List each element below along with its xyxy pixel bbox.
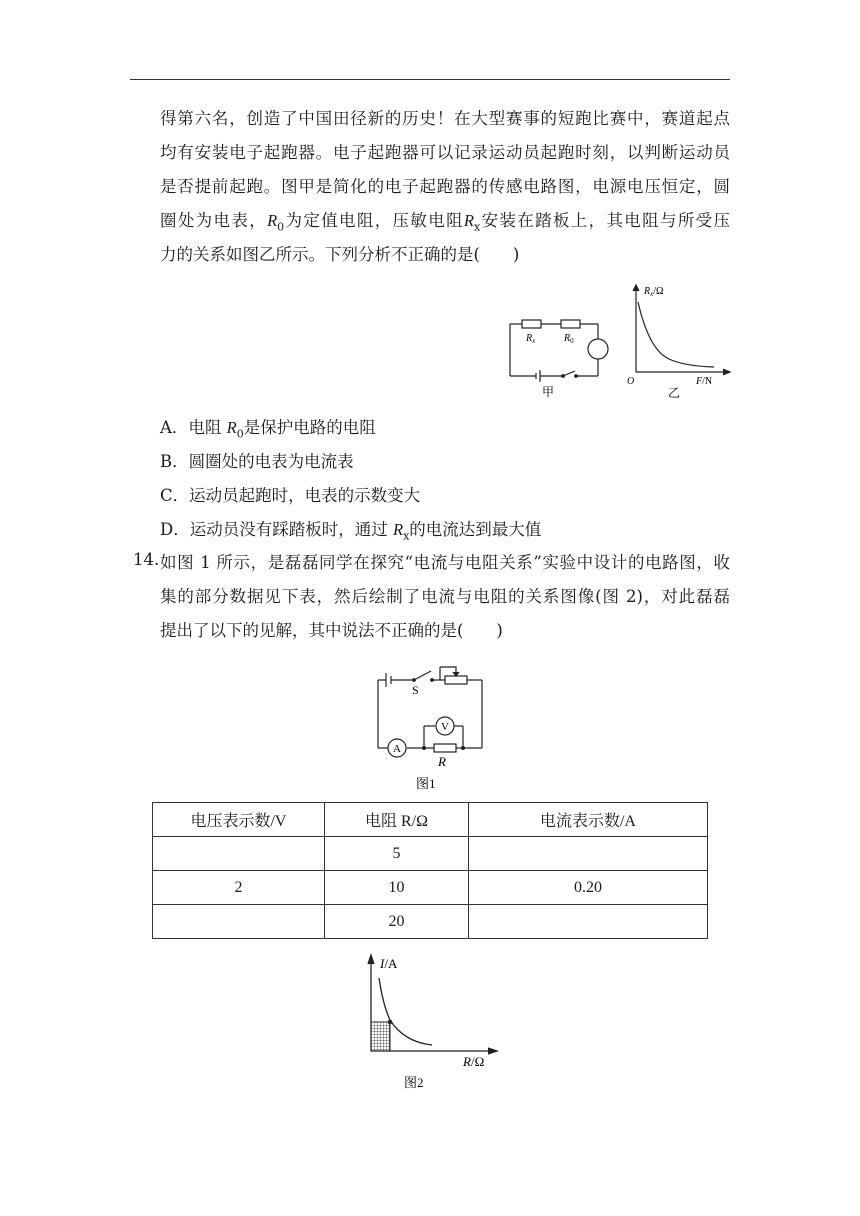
resistor-rx <box>522 320 541 328</box>
rx-curve <box>638 302 714 367</box>
data-table <box>152 802 708 939</box>
header-rule <box>130 79 730 80</box>
caption-fig1: 图1 <box>416 776 436 791</box>
text-line: 如图 1 所示，是磊磊同学在探究“电流与电阻关系”实验中设计的电路图，收 <box>160 553 730 572</box>
y-axis-label: $R_x/\Omega$ <box>644 286 664 298</box>
figure-1-circuit <box>368 664 490 794</box>
table-cell: 10 <box>325 871 469 905</box>
switch <box>563 371 575 376</box>
y-axis-label: I/A <box>380 956 398 971</box>
data-point <box>388 1020 393 1025</box>
text-line: 集的部分数据见下表，然后绘制了电流与电阻的关系图像(图 2)，对此磊磊 <box>160 587 730 606</box>
figure-yi-graph <box>624 280 736 402</box>
caption-fig2: 图2 <box>404 1075 424 1090</box>
text-line: 均有安装电子起跑器。电子起跑器可以记录运动员起跑时刻，以判断运动员 <box>160 143 730 162</box>
option-d[interactable]: D．运动员没有踩踏板时，通过 $R_x$的电流达到最大值 <box>160 520 542 543</box>
shaded-area <box>371 1022 390 1051</box>
resistor-r <box>434 744 456 752</box>
label-r0: $R_0$ <box>564 333 574 345</box>
x-axis-label: F/N <box>696 376 713 387</box>
rheostat <box>445 676 467 684</box>
table-row <box>153 905 708 939</box>
label-rx: $R_x$ <box>526 333 536 345</box>
text-line-with-variables: 圈处为电表，$R_0$为定值电阻，压敏电阻$R_x$安装在踏板上，其电阻与所受压 <box>160 211 730 234</box>
question-13-text <box>160 102 730 272</box>
table-header: 电压表示数/V <box>153 803 325 837</box>
table-row <box>153 871 708 905</box>
table-header-row <box>153 803 708 837</box>
table-cell <box>469 837 708 871</box>
switch-label: S <box>412 683 419 697</box>
question-14-text <box>160 546 730 648</box>
figure-jia-circuit <box>500 308 620 400</box>
table-cell: 5 <box>325 837 469 871</box>
table-cell: 20 <box>325 905 469 939</box>
table-cell: 0.20 <box>469 871 708 905</box>
voltmeter-label: V <box>441 721 449 733</box>
meter-circle <box>588 339 608 359</box>
resistor-r0 <box>561 320 580 328</box>
text-line: 力的关系如图乙所示。下列分析不正确的是( ) <box>160 245 520 264</box>
table-row <box>153 837 708 871</box>
switch <box>414 671 431 680</box>
table-header: 电阻 R/Ω <box>325 803 469 837</box>
option-b[interactable]: B．圆圈处的电表为电流表 <box>160 452 354 471</box>
ammeter-label: A <box>393 743 401 755</box>
caption-jia: 甲 <box>542 385 555 399</box>
question-number: 14. <box>133 550 160 569</box>
text-line: 提出了以下的见解，其中说法不正确的是( ) <box>160 621 503 640</box>
x-axis-label: R/Ω <box>463 1054 485 1069</box>
text-line: 得第六名，创造了中国田径新的历史！在大型赛事的短跑比赛中，赛道起点 <box>160 109 730 128</box>
option-a[interactable]: A．电阻 $R_0$是保护电路的电阻 <box>160 418 376 441</box>
caption-yi: 乙 <box>668 386 681 400</box>
origin-label: O <box>627 376 635 387</box>
resistor-label: R <box>438 754 446 769</box>
table-cell <box>469 905 708 939</box>
figure-2-graph <box>356 950 506 1098</box>
table-header: 电流表示数/A <box>469 803 708 837</box>
option-c[interactable]: C．运动员起跑时，电表的示数变大 <box>160 486 421 505</box>
table-cell <box>153 905 325 939</box>
text-line: 是否提前起跑。图甲是简化的电子起跑器的传感电路图，电源电压恒定，圆 <box>160 177 730 196</box>
table-cell: 2 <box>153 871 325 905</box>
table-cell <box>153 837 325 871</box>
